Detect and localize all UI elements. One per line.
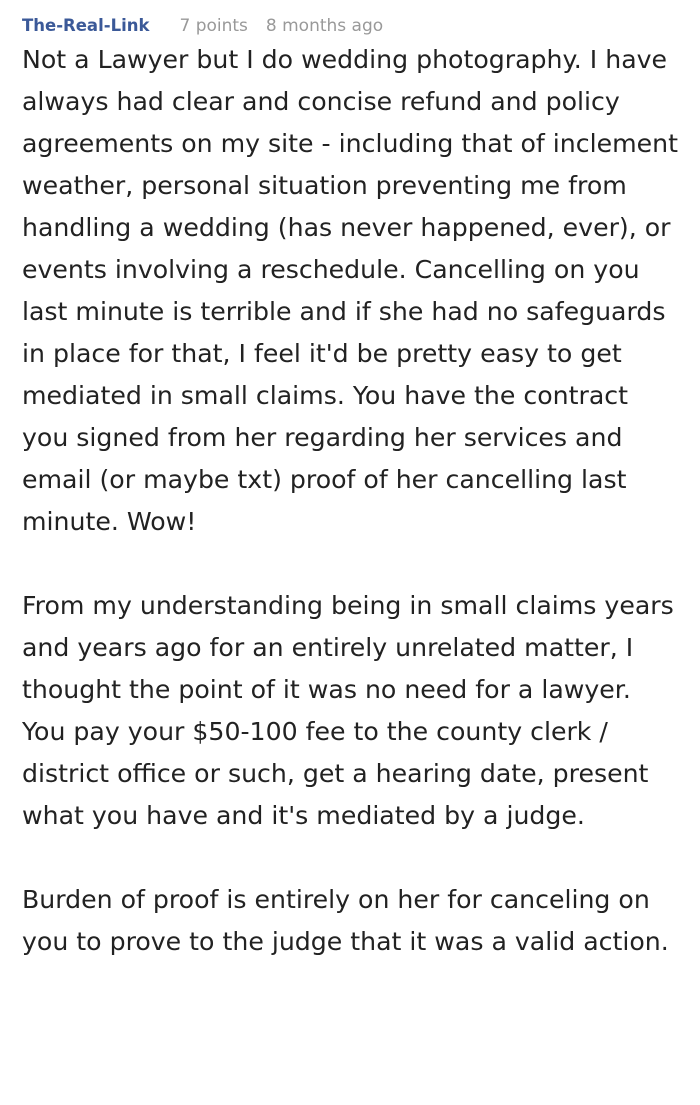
comment-paragraph: Not a Lawyer but I do wedding photography. I have always had clear and concise refund and policy agreements on my site - including that of inclement weather, personal situation preventing me from handling a wedding (has never happened, ever), or events involving a reschedule. Cancelling on you last minute is terrible and if she had no safeguards in place for that, I feel it'd be pretty easy to get mediated in small claims. You have the contract you signed from her regarding her services and email (or maybe txt) proof of her cancelling last minute. Wow!: [22, 45, 678, 536]
username-link[interactable]: The-Real-Link: [22, 16, 150, 35]
points-count: 7 points: [179, 16, 248, 36]
timestamp: 8 months ago: [265, 16, 384, 36]
comment-meta: [22, 0, 678, 36]
comment-paragraph: From my understanding being in small claims years and years ago for an entirely unrelated matter, I thought the point of it was no need for a lawyer. You pay your $50-100 fee to the county clerk / district office or such, get a hearing date, present what you have and it's mediated by a judge.: [22, 591, 674, 830]
comment-paragraph: Burden of proof is entirely on her for canceling on you to prove to the judge that it was a valid action.: [22, 885, 669, 956]
comment-body: [22, 39, 682, 963]
